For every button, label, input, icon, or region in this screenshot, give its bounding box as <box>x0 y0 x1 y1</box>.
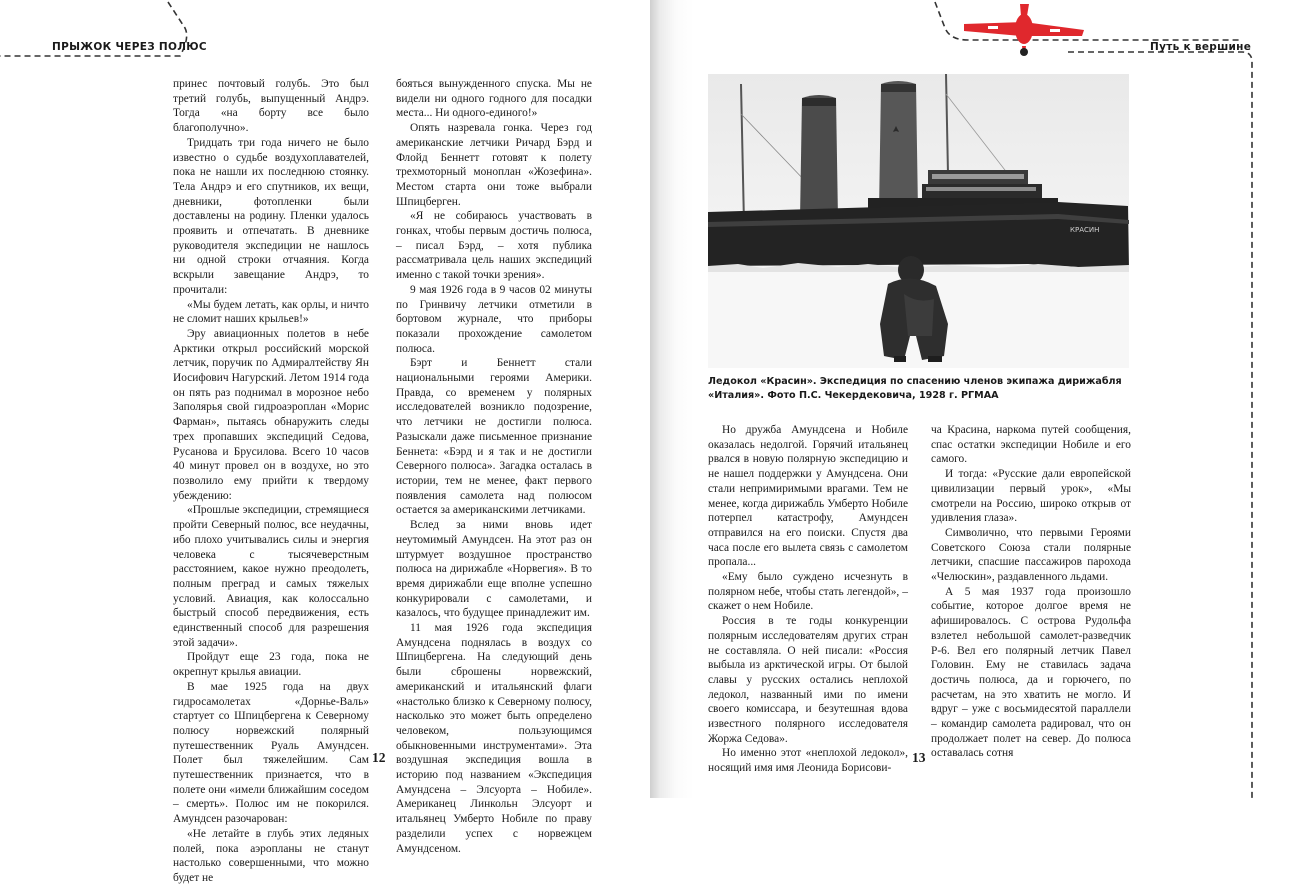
paragraph: Вслед за ними вновь идет неутомимый Амундсен. На этот раз он штурмует воздушное пространство полюса на дирижабле «Норвегия». В то время дирижабли еще вполне успешно конкурировали с самолетами, и казалось, что будущее принадлежит им. <box>396 519 592 620</box>
paragraph: «Ему было суждено исчезнуть в полярном небе, чтобы стать легендой», – скажет о нем Нобиле. <box>708 571 908 613</box>
paragraph: 11 мая 1926 года экспедиция Амундсена поднялась в воздух со Шпицбергена. На следующий день были сброшены норвежский, американский и итальянский флаги «настолько близко к Северному полюсу, насколько это может быть определено человеком, пользующимся обыкновенными инструментами». Эта воздушная экспедиция вошла в историю под названием «Экспедиция Амундсена – Элсуорта – Нобиле». Американец Линкольн Элсуорт и итальянец Умберто Нобиле по праву разделили успех с норвежцем Амундсеном. <box>396 622 592 855</box>
icebreaker-photo <box>708 74 1129 368</box>
paragraph: Пройдут еще 23 года, пока не окрепнут крылья авиации. <box>173 651 369 679</box>
paragraph: «Я не собираюсь участвовать в гонках, чтобы первым достичь полюса, – писал Бэрд, – хотя публика рассматривала цель наших экспедиций именно с такой точки зрения». <box>396 210 592 282</box>
paragraph: Символично, что первыми Героями Советского Союза стали полярные летчики, спасшие пассажиров парохода «Челюскин», раздавленного льдами. <box>931 526 1131 584</box>
paragraph: Тридцать три года ничего не было известно о судьбе воздухоплавателей, пока не нашли их последнюю стоянку. Тела Андрэ и его спутников, их вещи, дневники, фотопленки были доставлены на родину. Пленки удалось проявить и отпечатать. В дневнике руководителя экспедиции не нашлось ни одной строки отчаяния. Когда вскрыли завещание Андрэ, то прочитали: <box>173 136 369 296</box>
paragraph: Опять назревала гонка. Через год американские летчики Ричард Бэрд и Флойд Беннетт готовят к полету трехмоторный моноплан «Жозефина». Местом старта они тоже выбрали Шпицберген. <box>396 122 592 208</box>
photo-caption: Ледокол «Красин». Экспедиция по спасению членов экипажа дирижабля «Италия». Фото П.С. Чекердековича, 1928 г. РГМАА <box>708 376 1122 401</box>
paragraph: принес почтовый голубь. Это был третий голубь, выпущенный Андрэ. Тогда «на борту все было благополучно». <box>173 78 369 135</box>
paragraph: Россия в те годы конкуренции полярным исследователям других стран не составляла. О ней писали: «Россия выбыла из арктической игры. От былой славы у русских остались неплохой ледокол, названный ими по имени своего комиссара, и безутешная вдова известного полярного исследователя Жоржа Седова». <box>708 615 908 745</box>
paragraph: Бэрт и Беннетт стали национальными героями Америки. Правда, со временем у полярных исследователей возникло подозрение, что летчики не достигли полюса. Разыскали даже письменное признание Беннета: «Бэрд и я так и не достигли Северного полюса». Загадка осталась в истории, тем не менее, факт первого появления самолета над полюсом остается за американскими летчиками. <box>396 357 592 517</box>
paragraph: Эру авиационных полетов в небе Арктики открыл российский морской летчик, поручик по Адмиралтейству Ян Иосифович Нагурский. Летом 1914 года он пять раз поднимал в морозное небо Заполярья свой гидроаэроплан «Морис Фарман», пытаясь обнаружить следы трех пропавших экспедиций Седова, Русанова и Брусилова. Всего 10 часов 40 минут провел он в воздухе, но это позволило ему прийти к твердому убеждению: <box>173 327 369 502</box>
paragraph: 9 мая 1926 года в 9 часов 02 минуты по Гринвичу летчики отметили в бортовом журнале, что приборы показали прохождение самолетом полюса. <box>396 283 592 355</box>
text-column-1 <box>173 77 369 886</box>
hull-lettering: КРАСИН <box>1070 226 1100 234</box>
page-number: 12 <box>372 750 386 765</box>
paragraph: Но дружба Амундсена и Нобиле оказалась недолгой. Горячий итальянец рвался в новую полярную экспедицию и не нашел поддержки у Амундсена. Они стали непримиримыми врагами. Тем не менее, когда дирижабль Умберто Нобиле потерпел катастрофу, Амундсен отправился на его поиски. Спустя два часа после его вылета связь с самолетом пропала... <box>708 424 908 569</box>
text-column-2 <box>931 423 1131 761</box>
paragraph: бояться вынужденного спуска. Мы не видели ни одного годного для посадки места... Ни одного-единого!» <box>396 78 592 120</box>
paragraph: И тогда: «Русские дали европейской цивилизации первый урок», «Мы смотрели на Россию, широко открыв от удивления глаза». <box>931 468 1131 525</box>
text-column-1 <box>708 423 908 776</box>
paragraph: ча Красина, наркома путей сообщения, спас остатки экспедиции Нобиле и его самого. <box>931 424 1131 466</box>
paragraph: «Не летайте в глубь этих ледяных полей, пока аэропланы не станут настолько совершенными, что можно будет не <box>173 827 369 884</box>
text-column-2 <box>396 77 592 856</box>
running-head: Путь к вершине <box>1150 41 1252 53</box>
left-page <box>0 0 650 884</box>
right-page <box>650 0 1300 798</box>
paragraph: «Мы будем летать, как орлы, и ничто не сломит наших крыльев!» <box>173 298 369 326</box>
paragraph: В мае 1925 года на двух гидросамолетах «Дорнье-Валь» стартует со Шпицбергена к Северному полюсу норвежский полярный путешественник Руаль Амундсен. Полет был тяжелейшим. Сам путешественник признается, что в полете они «имели ближайшим соседом – смерть». Полюс им не покорился. Амундсен разочарован: <box>173 680 369 826</box>
paragraph: Но именно этот «неплохой ледокол», носящий имя имя Леонида Борисови- <box>708 747 908 775</box>
red-airplane-icon <box>960 2 1090 60</box>
running-head: ПРЫЖОК ЧЕРЕЗ ПОЛЮС <box>52 41 207 53</box>
paragraph: «Прошлые экспедиции, стремящиеся пройти Северный полюс, все неудачны, ибо плохо учитывались силы и энергия человека с тысячеверстным расстоянием, какое нужно преодолеть, полным преград и самых тяжелых условий. Авиация, как колоссально быстрый способ передвижения, есть единственный способ для разрешения этой задачи». <box>173 504 369 649</box>
page-number: 13 <box>912 750 926 765</box>
icebreaker-krasin-illustration <box>708 74 1129 368</box>
paragraph: А 5 мая 1937 года произошло событие, которое долгое время не афишировалось. С острова Рудольфа взлетел небольшой самолет-разведчик Р-6. Вел его полярный летчик Павел Головин. Ему не ставилась задача достичь полюса, да и горючего, по расчетам, на это хватить не могло. И вдруг – уже с восьмидесятой параллели – командир самолета радировал, что он продолжает полет на север. До полюса оставалась сотня <box>931 585 1131 760</box>
